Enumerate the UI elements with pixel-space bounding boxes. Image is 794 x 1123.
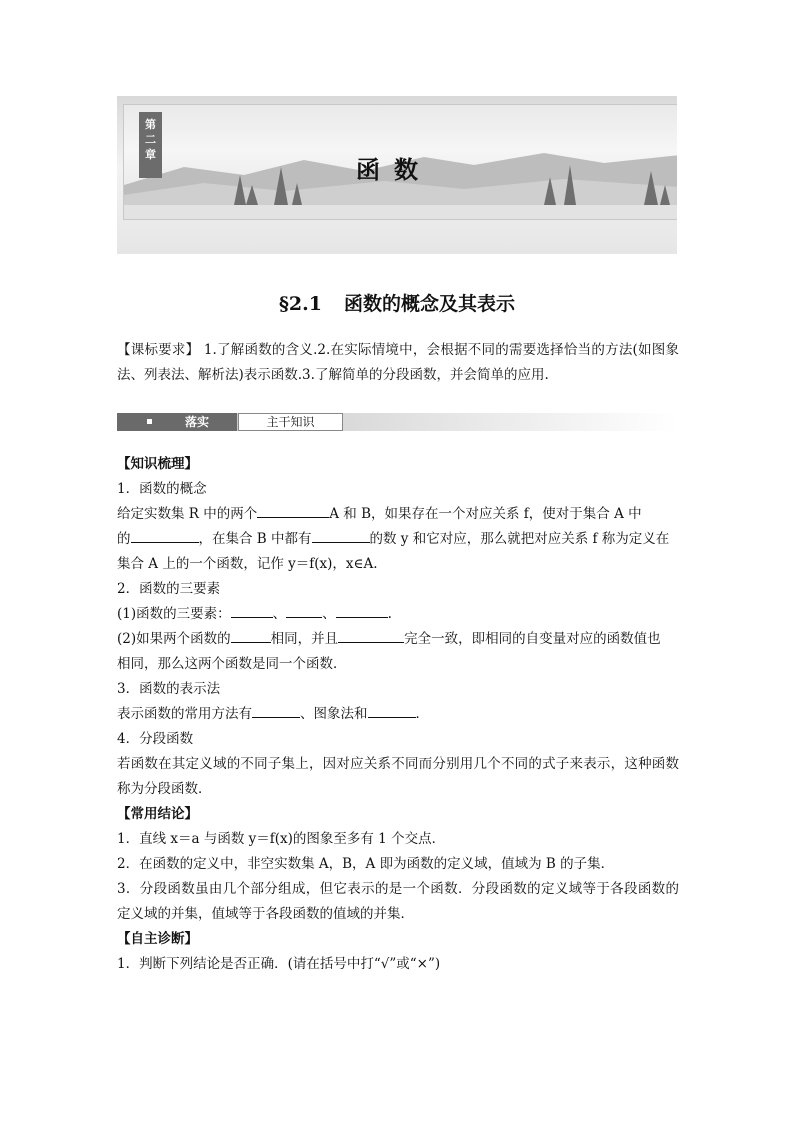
fill-blank[interactable] bbox=[131, 528, 199, 543]
item1-title: 1．函数的概念 bbox=[117, 481, 207, 497]
requirements-text: 1.了解函数的含义.2.在实际情境中，会根据不同的需要选择恰当的方法(如图象法、列表法、解析法)表示函数.3.了解简单的分段函数，并会简单的应用. bbox=[117, 342, 679, 383]
self-check-q1: 1．判断下列结论是否正确．(请在括号中打“√”或“×”) bbox=[117, 956, 441, 972]
item4-title: 4．分段函数 bbox=[117, 731, 194, 747]
conclusion-3: 3．分段函数虽由几个部分组成，但它表示的是一个函数．分段函数的定义域等于各段函数的定义域的并集，值域等于各段函数的值域的并集． bbox=[117, 881, 679, 922]
fill-blank[interactable] bbox=[312, 528, 370, 543]
item2-line3: 相同，那么这两个函数是同一个函数． bbox=[117, 656, 347, 672]
fill-blank[interactable] bbox=[257, 503, 329, 518]
section-title-text: 函数的概念及其表示 bbox=[343, 293, 515, 315]
knowledge-section bbox=[117, 452, 679, 977]
item3-title: 3．函数的表示法 bbox=[117, 681, 221, 697]
item2-title: 2．函数的三要素 bbox=[117, 581, 221, 597]
item4-text: 若函数在其定义域的不同子集上，因对应关系不同而分别用几个不同的式子来表示，这种函数称为分段函数． bbox=[117, 756, 679, 797]
fill-blank[interactable] bbox=[368, 703, 416, 718]
item1-line1: 给定实数集 R 中的两个 A 和 B，如果存在一个对应关系 f，使对于集合 A 中 bbox=[117, 502, 679, 527]
fill-blank[interactable] bbox=[286, 603, 322, 618]
fill-blank[interactable] bbox=[231, 628, 271, 643]
knowledge-heading: 【知识梳理】 bbox=[117, 456, 198, 472]
fill-blank[interactable] bbox=[252, 703, 300, 718]
fill-blank[interactable] bbox=[231, 603, 273, 618]
chapter-tag: 第二章 bbox=[139, 112, 162, 178]
course-requirements bbox=[117, 338, 679, 388]
requirements-label: 【课标要求】 bbox=[117, 342, 200, 358]
conclusion-2: 2．在函数的定义中，非空实数集 A，B，A 即为函数的定义域，值域为 B 的子集． bbox=[117, 856, 615, 872]
section-number: §2.1 bbox=[278, 293, 322, 315]
item2-line1: (1)函数的三要素： 、 、 . bbox=[117, 602, 679, 627]
conclusion-1: 1．直线 x＝a 与函数 y＝f(x)的图象至多有 1 个交点． bbox=[117, 831, 446, 847]
item1-line3: 集合 A 上的一个函数，记作 y＝f(x)，x∈A. bbox=[117, 556, 378, 572]
item1-line2: 的 ，在集合 B 中都有 的数 y 和它对应，那么就把对应关系 f 称为定义在 bbox=[117, 527, 679, 552]
item3-line1: 表示函数的常用方法有 、图象法和 ． bbox=[117, 702, 679, 727]
section-tab-bar bbox=[117, 413, 677, 431]
section-title bbox=[0, 289, 794, 316]
fill-blank[interactable] bbox=[336, 603, 388, 618]
tab-active: 落实 bbox=[117, 413, 237, 431]
chapter-title: 函数 bbox=[356, 156, 432, 184]
conclusions-heading: 【常用结论】 bbox=[117, 806, 198, 822]
self-check-heading: 【自主诊断】 bbox=[117, 931, 198, 947]
tab-inactive: 主干知识 bbox=[238, 413, 343, 431]
fill-blank[interactable] bbox=[338, 628, 404, 643]
square-bullet-icon bbox=[147, 419, 152, 424]
item2-line2: (2)如果两个函数的 相同，并且 完全一致，即相同的自变量对应的函数值也 bbox=[117, 627, 679, 652]
